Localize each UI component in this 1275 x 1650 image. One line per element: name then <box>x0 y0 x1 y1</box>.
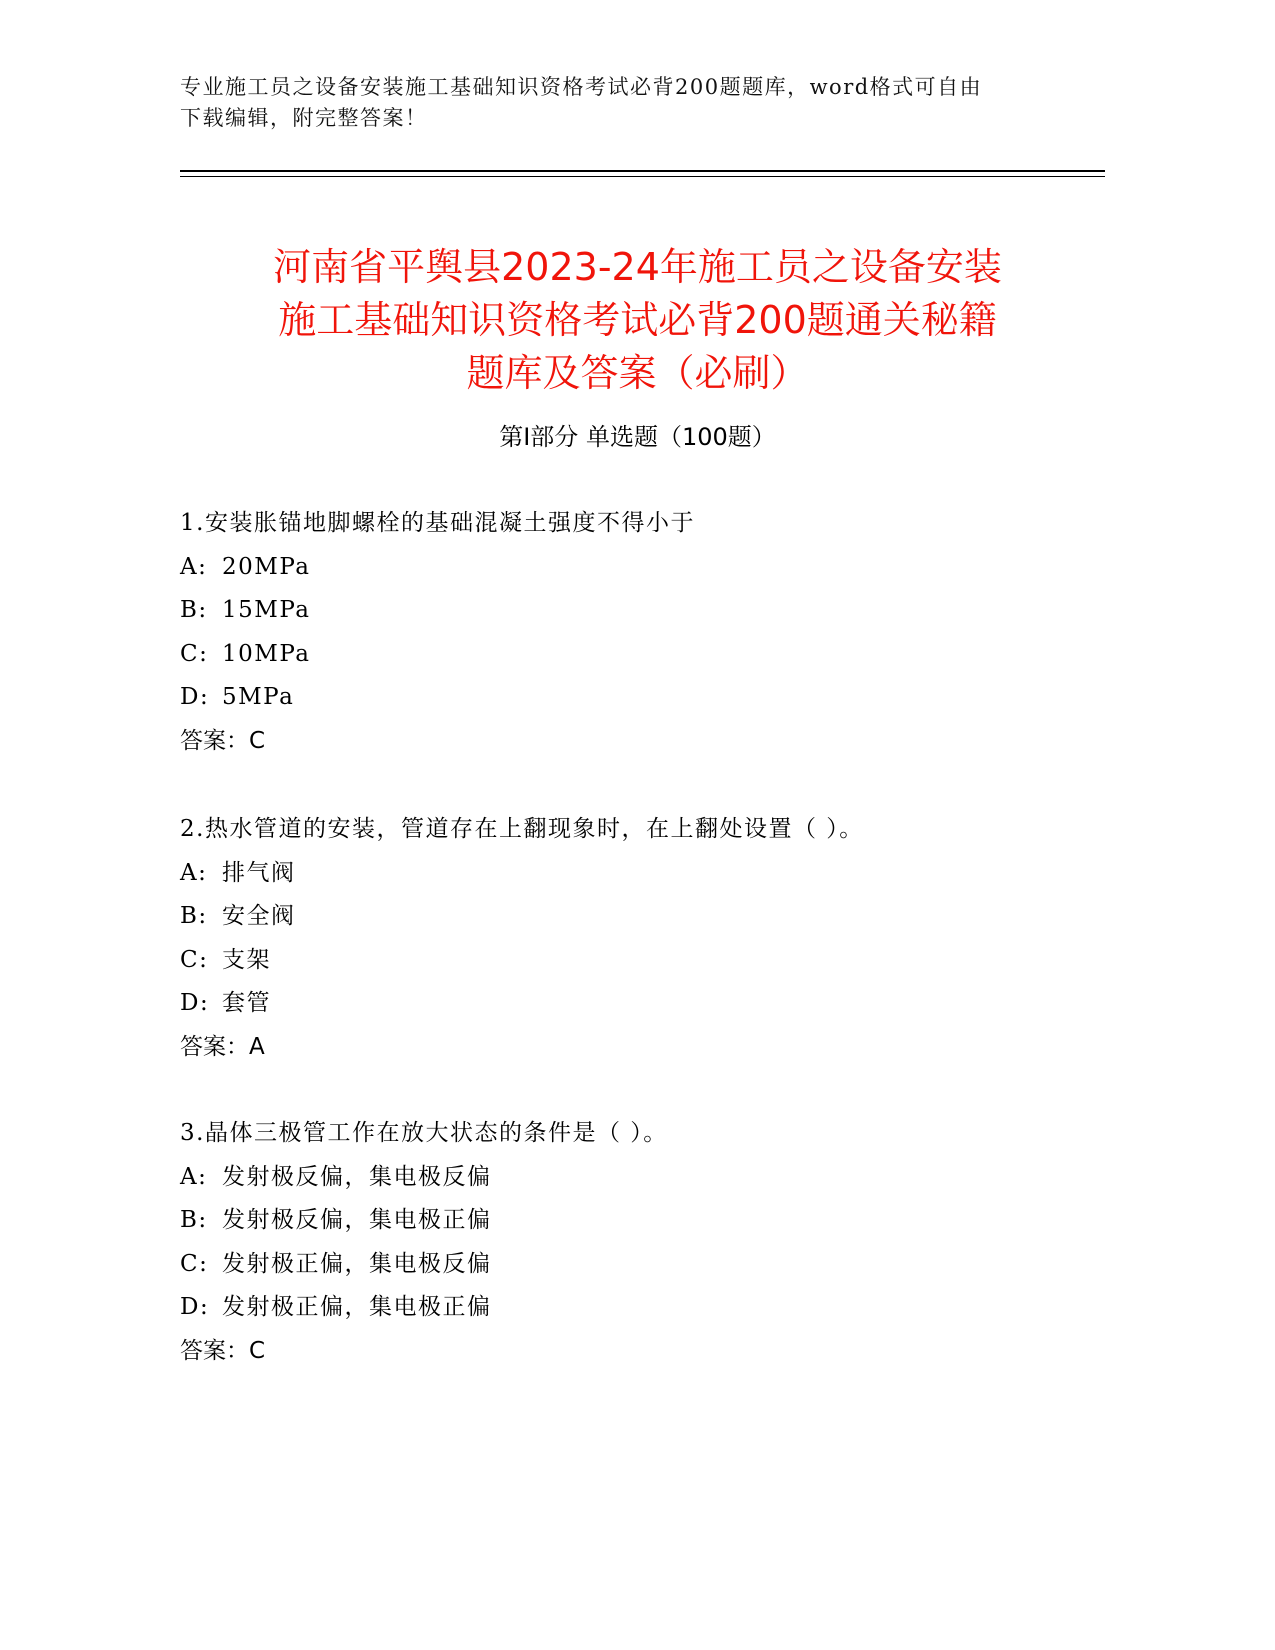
option-c <box>180 633 1130 677</box>
document-title-line-1: 河南省平舆县2023-24年施工员之设备安装 <box>273 245 1002 290</box>
option-b <box>180 589 1130 633</box>
header-note <box>180 72 1060 134</box>
option-text: 发射极反偏，集电极反偏 <box>222 1163 492 1190</box>
option-letter: D: <box>180 684 210 710</box>
header-divider-thick <box>180 170 1105 172</box>
question-stem: 1.安装胀锚地脚螺栓的基础混凝土强度不得小于 <box>180 510 695 536</box>
question-stem: 3.晶体三极管工作在放大状态的条件是（ ）。 <box>180 1120 668 1146</box>
answer: 答案：C <box>180 727 266 754</box>
option-letter: C: <box>180 1250 209 1277</box>
option-b <box>180 1199 1130 1243</box>
option-letter: B: <box>180 597 208 623</box>
header-note-line-1: 专业施工员之设备安装施工基础知识资格考试必背200题题库，word格式可自由 <box>180 75 983 99</box>
answer: 答案：A <box>180 1033 265 1060</box>
option-c <box>180 1243 1130 1287</box>
document-title <box>150 241 1125 400</box>
option-letter: C: <box>180 946 209 973</box>
option-letter: C: <box>180 640 209 667</box>
option-text: 支架 <box>222 946 271 973</box>
question-stem: 2.热水管道的安装，管道存在上翻现象时，在上翻处设置（ ）。 <box>180 816 864 842</box>
option-letter: B: <box>180 1207 208 1233</box>
option-letter: D: <box>180 1294 210 1320</box>
option-text: 发射极反偏，集电极正偏 <box>222 1207 492 1233</box>
question-1 <box>180 502 1130 763</box>
section-heading: 第Ⅰ部分 单选题（100题） <box>499 423 776 451</box>
option-a <box>180 1156 1130 1200</box>
question-2 <box>180 808 1130 1069</box>
header-note-line-2: 下载编辑，附完整答案！ <box>180 106 428 130</box>
option-text: 排气阀 <box>222 859 296 886</box>
option-c <box>180 939 1130 983</box>
option-letter: A: <box>180 1163 208 1190</box>
option-text: 套管 <box>222 990 271 1016</box>
option-d <box>180 676 1130 720</box>
option-text: 发射极正偏，集电极反偏 <box>222 1250 492 1277</box>
option-text: 发射极正偏，集电极正偏 <box>222 1294 492 1320</box>
option-d <box>180 1286 1130 1330</box>
document-title-line-3: 题库及答案（必刷） <box>466 351 809 396</box>
option-letter: A: <box>180 553 208 580</box>
option-letter: A: <box>180 859 208 886</box>
option-text: 15MPa <box>222 597 311 623</box>
option-text: 20MPa <box>222 553 311 580</box>
header-divider-thin <box>180 176 1105 177</box>
option-text: 5MPa <box>222 684 295 710</box>
option-a <box>180 546 1130 590</box>
document-title-line-2: 施工基础知识资格考试必背200题通关秘籍 <box>278 298 997 343</box>
option-a <box>180 852 1130 896</box>
option-b <box>180 895 1130 939</box>
option-letter: D: <box>180 990 210 1016</box>
answer: 答案：C <box>180 1337 266 1364</box>
option-letter: B: <box>180 903 208 929</box>
question-3 <box>180 1112 1130 1373</box>
option-d <box>180 982 1130 1026</box>
option-text: 安全阀 <box>222 903 296 929</box>
option-text: 10MPa <box>222 640 311 667</box>
